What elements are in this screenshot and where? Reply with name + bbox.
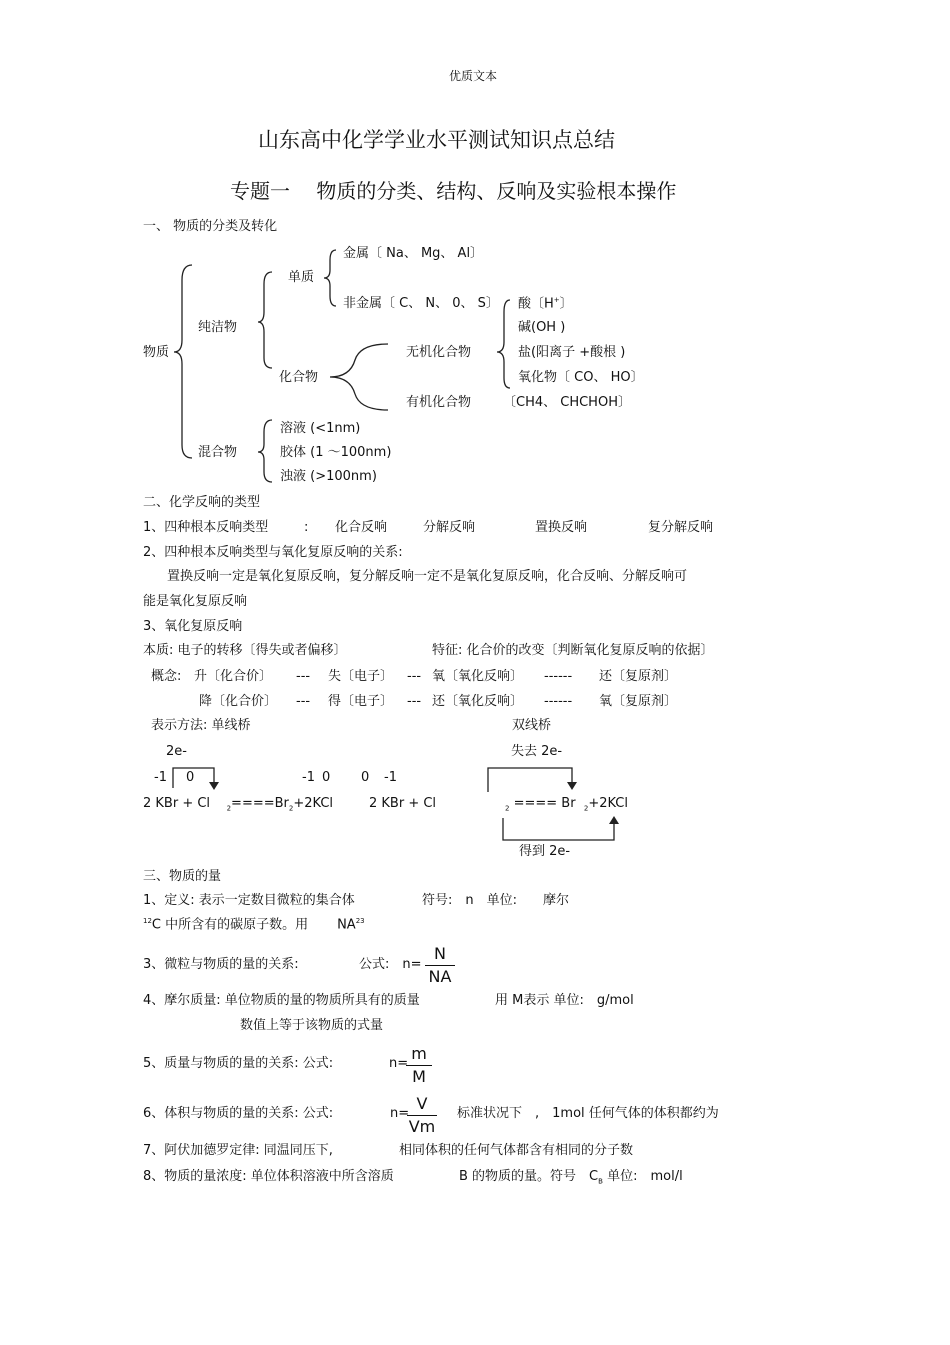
s2-line1-colon: : <box>304 520 309 535</box>
brace-pure <box>258 272 272 368</box>
single-bridge-electrons: 2e- <box>166 744 187 759</box>
node-compound: 化合物 <box>279 370 319 385</box>
lose-electrons: 失去 2e- <box>511 744 563 759</box>
concept-cell: 还〔氧化反响〕 <box>432 694 524 709</box>
reaction-type: 分解反响 <box>423 520 476 535</box>
double-bridge-label: 双线桥 <box>512 718 552 733</box>
s3-line8: 8、物质的量浓度: 单位体积溶液中所含溶质 <box>143 1169 394 1184</box>
concept-cell: 升〔化合价〕 <box>194 669 273 684</box>
concept-cell: 氧〔氧化反响〕 <box>432 669 524 684</box>
page-header: 优质文本 <box>449 69 498 83</box>
node-base: 碱(OH ) <box>518 320 566 335</box>
method-label: 表示方法: 单线桥 <box>151 718 251 733</box>
arrow-double-bottom <box>503 818 614 840</box>
node-pure: 纯洁物 <box>198 320 238 335</box>
node-organic: 有机化合物 <box>406 395 472 410</box>
ox-state: 0 <box>186 770 195 785</box>
s1-heading: 一、 物质的分类及转化 <box>143 219 278 234</box>
concept-cell: --- <box>296 694 311 709</box>
s3-line3-formula: 公式: n= <box>359 957 422 972</box>
brace-compound <box>330 344 388 410</box>
concept-cell: --- <box>296 669 311 684</box>
concept-cell: 失〔电子〕 <box>328 669 394 684</box>
node-nonmetal: 非金属〔 C、 N、 0、 S〕 <box>343 296 499 311</box>
node-mixture: 混合物 <box>198 445 238 460</box>
s3-line6-n: n= <box>390 1106 410 1121</box>
concept-cell: --- <box>407 694 422 709</box>
arrow-double-top <box>488 768 572 792</box>
node-suspension: 浊液 (>100nm) <box>280 469 377 484</box>
gain-electrons: 得到 2e- <box>519 844 571 859</box>
ox-state: 0 <box>361 770 370 785</box>
s3-line4-note: 数值上等于该物质的式量 <box>240 1018 384 1033</box>
s3-heading: 三、物质的量 <box>143 869 222 884</box>
redox-essence: 本质: 电子的转移〔得失或者偏移〕 <box>143 643 347 658</box>
page-title: 山东高中化学学业水平测试知识点总结 <box>258 128 615 152</box>
ox-state: 0 <box>322 770 331 785</box>
s3-line7: 7、阿伏加德罗定律: 同温同压下, <box>143 1143 333 1158</box>
s3-line2: $^{12}$C 中所含有的碳原子数。用 NA$^{23}$ <box>143 917 365 933</box>
redox-feature: 特征: 化合价的改变〔判断氧化复原反响的依据〕 <box>432 643 714 658</box>
s3-line1-symbol: 符号: n 单位: 摩尔 <box>422 893 569 908</box>
s3-line4-unit: 用 M表示 单位: g/mol <box>495 993 634 1008</box>
s3-line8-symbol: B 的物质的量。符号 $C_B$ 单位: mol/l <box>459 1169 683 1186</box>
s3-line4: 4、摩尔质量: 单位物质的量的物质所具有的质量 <box>143 993 420 1008</box>
reaction-type: 置换反响 <box>535 520 588 535</box>
s2-line2b: 能是氧化复原反响 <box>143 594 248 609</box>
node-colloid: 胶体 (1 ～100nm) <box>280 445 392 460</box>
ox-state: -1 <box>154 770 167 785</box>
node-metal: 金属〔 Na、 Mg、 Al〕 <box>343 246 484 261</box>
node-organic-example: 〔CH4、 CHCHOH〕 <box>503 395 631 410</box>
concept-cell: 降〔化合价〕 <box>199 694 278 709</box>
concept-cell: 得〔电子〕 <box>328 694 394 709</box>
s3-line3: 3、微粒与物质的量的关系: <box>143 957 299 972</box>
s2-heading: 二、化学反响的类型 <box>143 495 261 510</box>
s3-line1: 1、定义: 表示一定数目微粒的集合体 <box>143 893 355 908</box>
s3-line5: 5、质量与物质的量的关系: 公式: <box>143 1056 334 1071</box>
reaction-type: 复分解反响 <box>648 520 714 535</box>
brace-element <box>324 250 336 306</box>
fraction-V-Vm: V Vm <box>408 1094 436 1136</box>
s3-line6: 6、体积与物质的量的关系: 公式: <box>143 1106 334 1121</box>
node-salt: 盐(阳离子 +酸根 ) <box>518 345 626 360</box>
reaction-type: 化合反响 <box>335 520 388 535</box>
node-oxide: 氧化物〔 CO、 HO〕 <box>518 370 644 385</box>
page-subtitle: 专题一 物质的分类、结构、反响及实验根本操作 <box>230 179 677 203</box>
concept-cell: 氧〔复原剂〕 <box>599 694 678 709</box>
s3-line6-note: 标准状况下 , 1mol 任何气体的体积都约为 <box>457 1106 719 1121</box>
s2-line3: 3、氧化复原反响 <box>143 619 243 634</box>
equation-double: 2 KBr + Cl <box>369 796 437 811</box>
brace-substance <box>174 265 192 458</box>
ox-state: -1 <box>384 770 397 785</box>
node-solution: 溶液 (<1nm) <box>280 421 361 436</box>
s2-line2: 2、四种根本反响类型与氧化复原反响的关系: <box>143 545 403 560</box>
fraction-m-M: m M <box>406 1046 432 1085</box>
node-acid: 酸〔H+〕 <box>518 296 573 312</box>
s2-line2a: 置换反响一定是氧化复原反响，复分解反响一定不是氧化复原反响，化合反响、分解反响可 <box>167 569 688 584</box>
node-inorganic: 无机化合物 <box>406 345 472 360</box>
node-substance: 物质 <box>143 345 170 360</box>
fraction-n-na: N NA <box>425 946 455 985</box>
concept-cell: 还〔复原剂〕 <box>599 669 678 684</box>
brace-mixture <box>258 420 272 482</box>
node-element: 单质 <box>288 270 315 285</box>
equation-double-right: $_2$ ==== Br $_2$+2KCl <box>505 796 628 813</box>
concept-cell: ------ <box>544 669 573 684</box>
s3-line5-n: n= <box>389 1056 409 1071</box>
equation-single: 2 KBr + Cl $_2====Br_2+2KCl$ <box>143 796 334 813</box>
ox-state: -1 <box>302 770 315 785</box>
brace-inorganic <box>497 300 510 388</box>
s3-line7-note: 相同体积的任何气体都含有相同的分子数 <box>399 1143 634 1158</box>
concept-label: 概念: <box>151 669 182 684</box>
s2-line1-label: 1、四种根本反响类型 <box>143 520 269 535</box>
concept-cell: --- <box>407 669 422 684</box>
concept-cell: ------ <box>544 694 573 709</box>
